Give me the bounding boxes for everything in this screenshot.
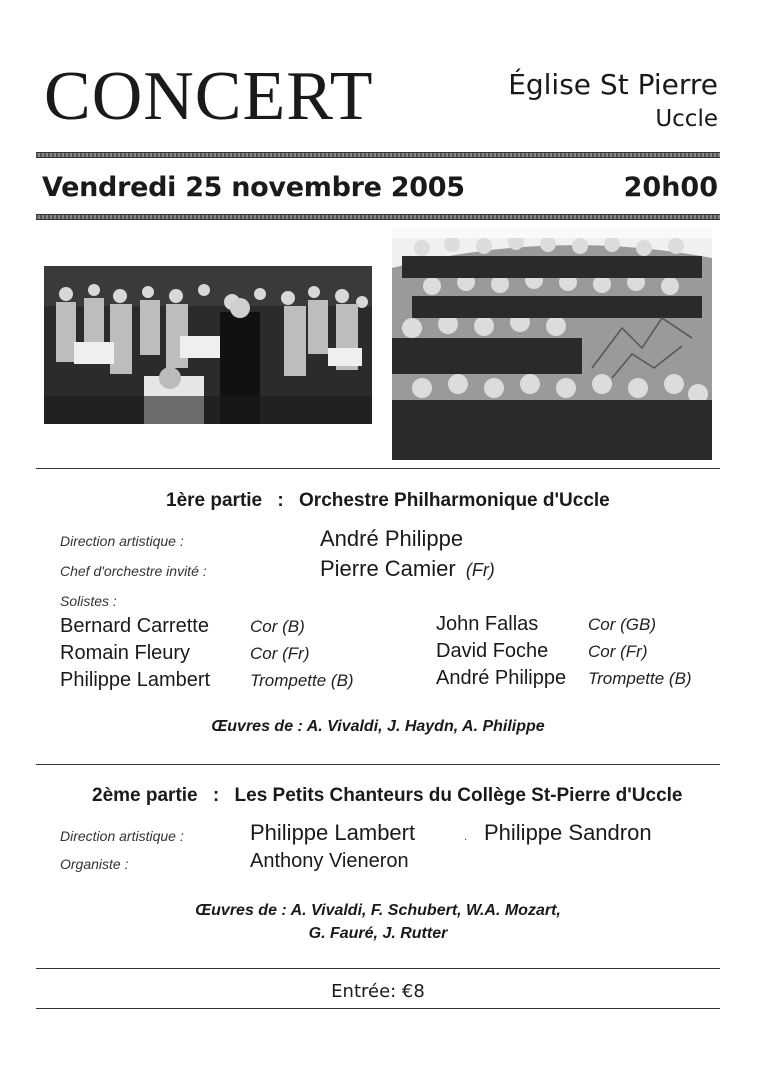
part1-heading	[166, 490, 610, 512]
concert-title: CONCERT	[44, 58, 374, 135]
date-divider	[36, 214, 720, 220]
footer-bottom-divider	[36, 1008, 720, 1009]
venue-name: Église St Pierre	[508, 68, 718, 101]
part1-label: 1ère partie	[166, 490, 263, 511]
part2-ensemble: Les Petits Chanteurs du Collège St-Pierre d'Uccle	[234, 785, 683, 806]
soloist-instrument: Trompette (B)	[250, 671, 354, 690]
part2-direction-label: Direction artistique :	[60, 828, 184, 844]
organist-name: Anthony Vieneron	[250, 850, 409, 872]
soloist-instrument: Trompette (B)	[588, 669, 692, 688]
soloist-instrument: Cor (Fr)	[250, 644, 310, 663]
orchestra-photo	[44, 266, 372, 424]
name-separator-dot: ·	[464, 834, 468, 845]
guest-country: (Fr)	[465, 560, 495, 580]
part2-works-line1: Œuvres de : A. Vivaldi, F. Schubert, W.A. Mozart,	[195, 902, 561, 919]
part1-works: Œuvres de : A. Vivaldi, J. Haydn, A. Philippe	[211, 718, 545, 735]
part1-separator: :	[277, 490, 284, 511]
concert-time: 20h00	[623, 172, 718, 203]
soloist-instrument: Cor (Fr)	[588, 642, 648, 661]
part1-guest-label: Chef d'orchestre invité :	[60, 563, 207, 579]
soloist-name: Bernard Carrette	[60, 615, 209, 637]
guest-name: Pierre Camier	[320, 556, 456, 581]
soloist-name: David Foche	[436, 640, 549, 662]
part1-direction-name: André Philippe	[320, 526, 464, 551]
photos-divider	[36, 468, 720, 469]
venue-block	[508, 70, 718, 132]
part2-direction-name: Philippe Lambert	[250, 820, 416, 845]
soloist-name: Romain Fleury	[60, 642, 191, 664]
part2-direction-name: Philippe Sandron	[484, 820, 652, 845]
soloist-name: Philippe Lambert	[60, 669, 211, 691]
part1-guest-conductor	[320, 556, 495, 582]
organist-label: Organiste :	[60, 856, 129, 872]
concert-date: Vendredi 25 novembre 2005	[42, 172, 465, 203]
soloist-name: John Fallas	[436, 613, 539, 635]
soloist-name: André Philippe	[436, 667, 567, 689]
part1-direction-label: Direction artistique :	[60, 533, 184, 549]
soloist-instrument: Cor (B)	[250, 617, 305, 636]
part1-ensemble: Orchestre Philharmonique d'Uccle	[299, 490, 610, 511]
part2-works-line2: G. Fauré, J. Rutter	[308, 925, 448, 942]
top-divider	[36, 152, 720, 158]
soloists-label: Solistes :	[60, 593, 117, 609]
soloist-instrument: Cor (GB)	[588, 615, 656, 634]
venue-city: Uccle	[655, 105, 718, 132]
entry-price: Entrée: €8	[331, 981, 425, 1002]
part-divider	[36, 764, 720, 765]
part2-heading	[92, 785, 683, 807]
choir-photo	[392, 228, 712, 460]
footer-top-divider	[36, 968, 720, 969]
part2-separator: :	[212, 785, 220, 806]
part2-label: 2ème partie	[92, 785, 198, 806]
